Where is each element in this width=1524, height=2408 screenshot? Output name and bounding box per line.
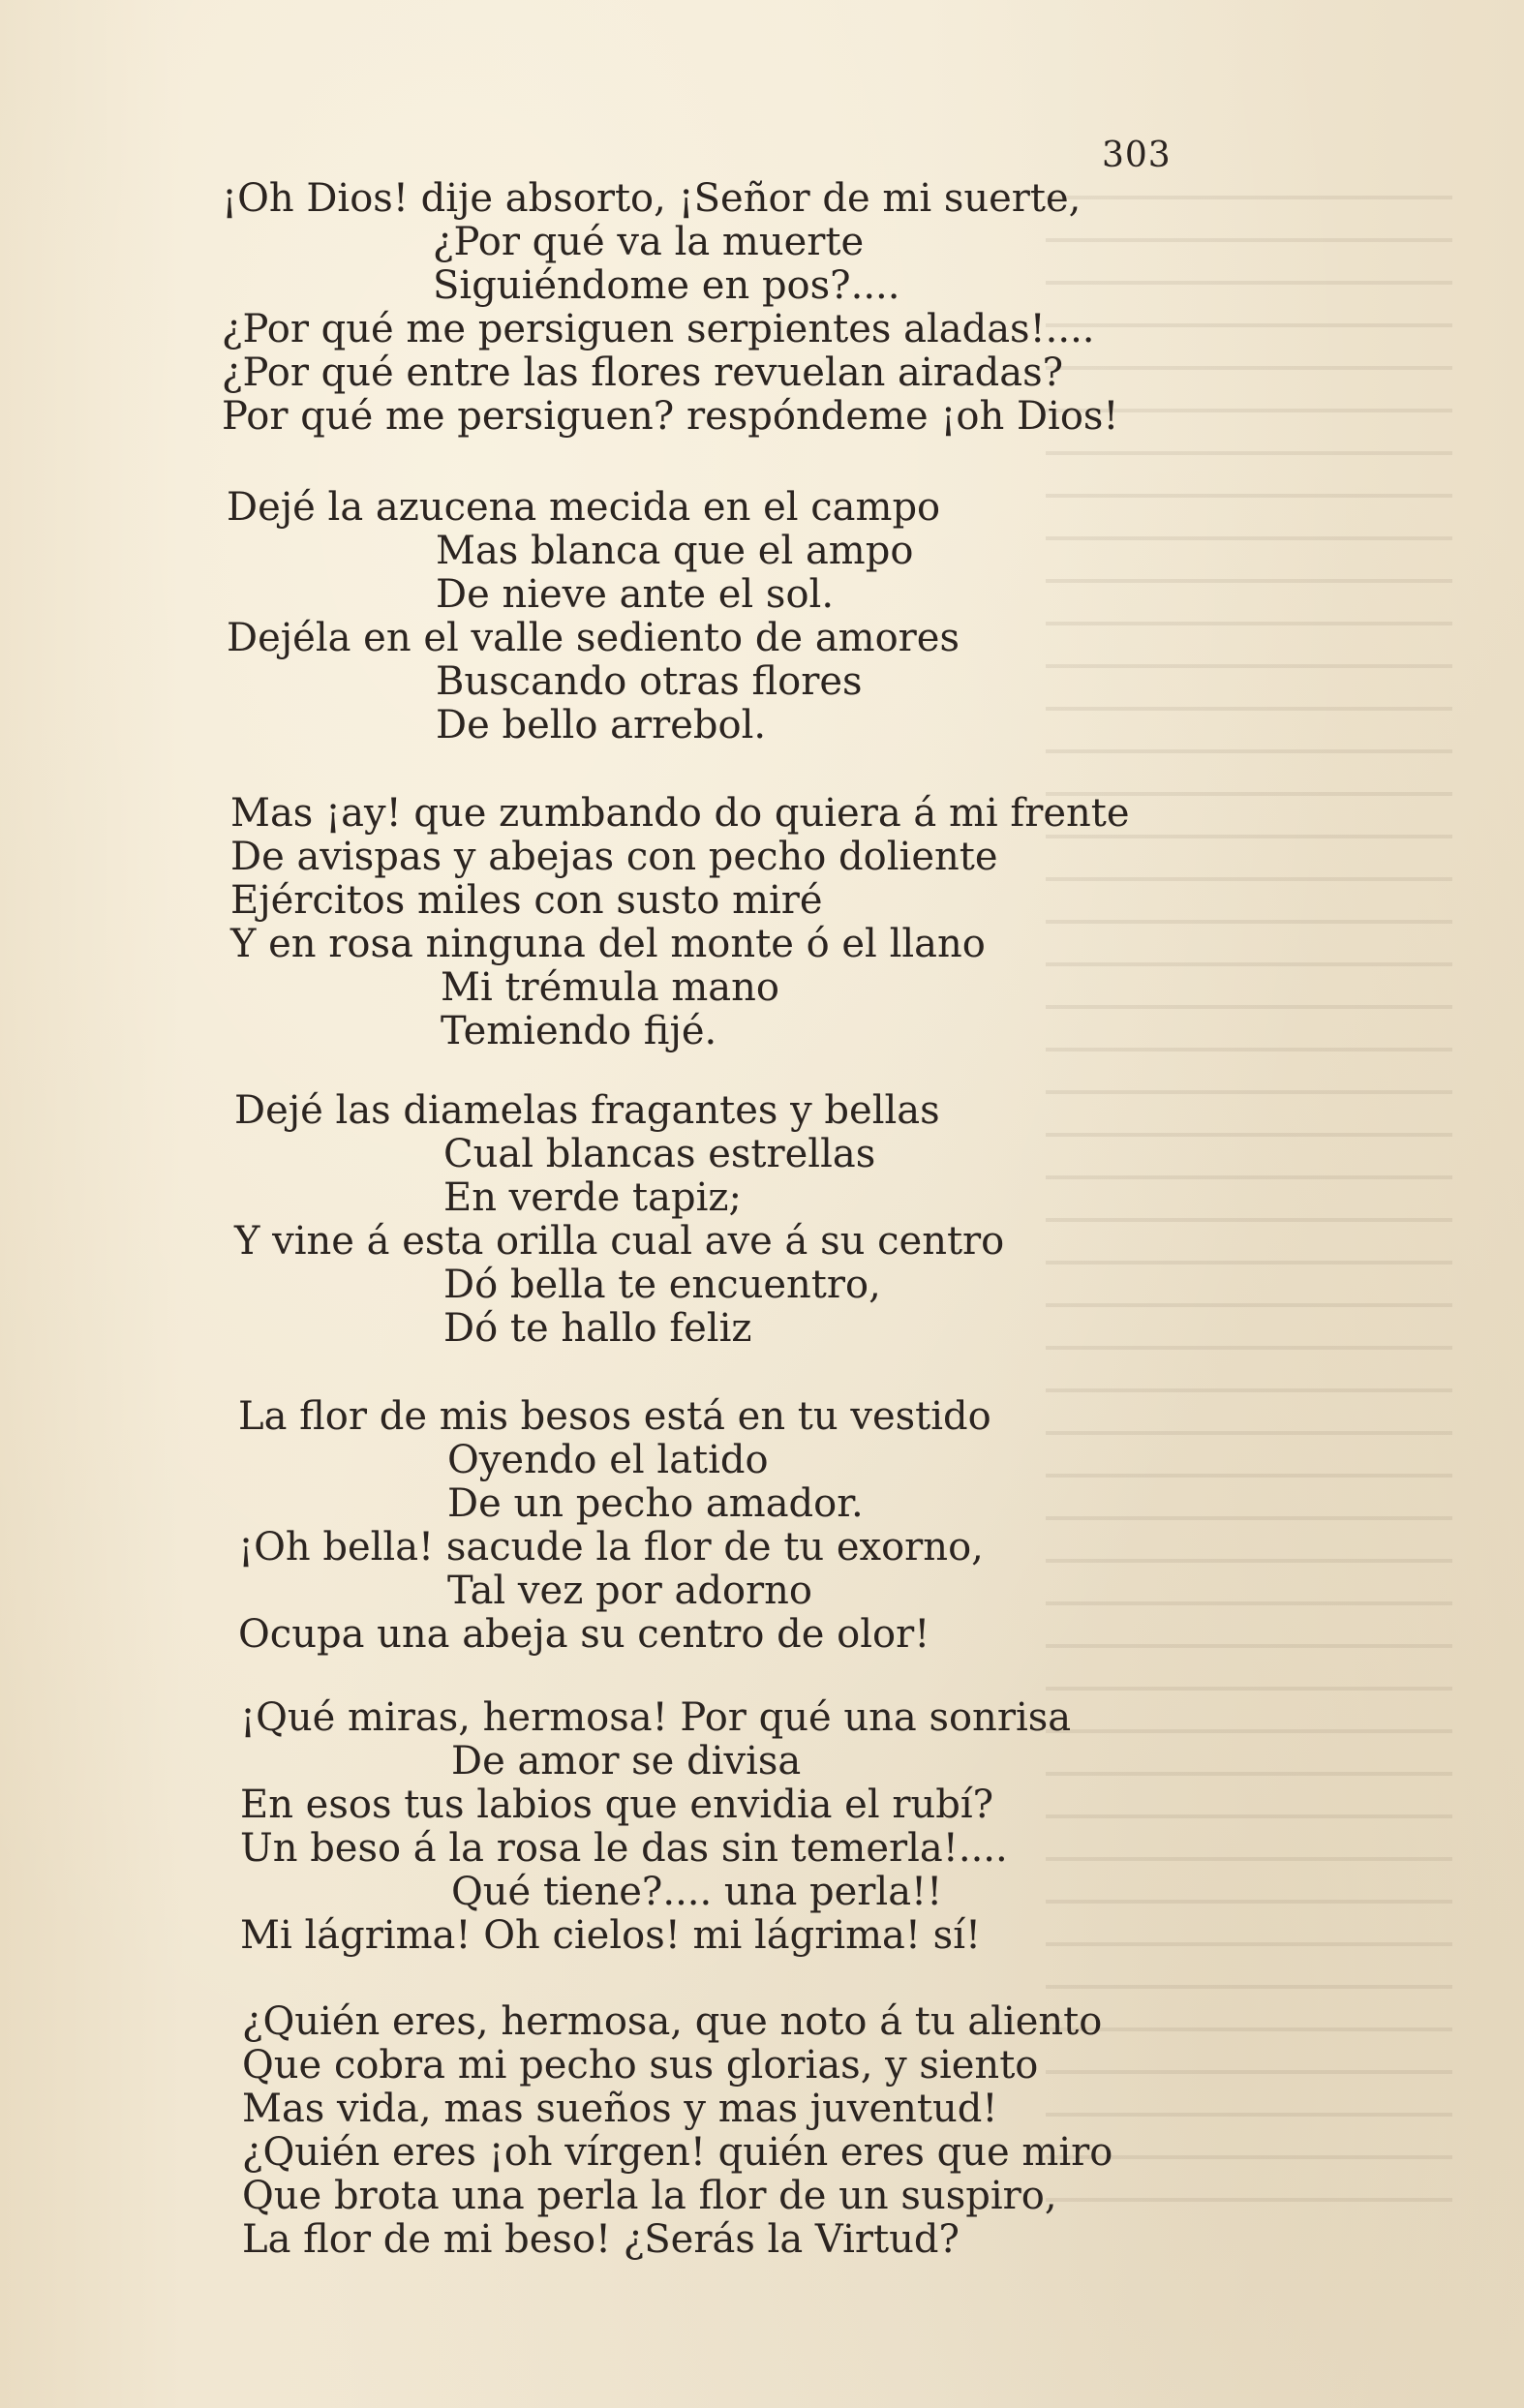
verse-line: La flor de mi beso! ¿Serás la Virtud?: [242, 2217, 960, 2262]
verse-line: Que brota una perla la flor de un suspiro,: [242, 2174, 1057, 2218]
verse-line: Dó te hallo feliz: [443, 1306, 752, 1351]
verse-line: Cual blancas estrellas: [443, 1132, 876, 1176]
verse-line: Que cobra mi pecho sus glorias, y siento: [242, 2043, 1039, 2088]
verse-line: Ejércitos miles con susto miré: [230, 878, 823, 923]
page-number: 303: [1102, 136, 1172, 175]
verse-line: ¿Quién eres, hermosa, que noto á tu aliento: [242, 1999, 1103, 2044]
verse-line: Mas blanca que el ampo: [436, 529, 914, 573]
verse-line: ¿Por qué me persiguen serpientes aladas!....: [222, 307, 1095, 351]
verse-line: En verde tapiz;: [443, 1175, 742, 1220]
verse-line: Dejé la azucena mecida en el campo: [227, 485, 941, 530]
verse-line: De avispas y abejas con pecho doliente: [230, 835, 998, 879]
verse-line: Tal vez por adorno: [447, 1569, 813, 1613]
verse-line: ¡Qué miras, hermosa! Por qué una sonrisa: [240, 1695, 1072, 1740]
verse-line: Siguiéndome en pos?....: [433, 263, 900, 308]
verse-line: Dejéla en el valle sediento de amores: [227, 616, 960, 660]
verse-line: Mi trémula mano: [441, 965, 779, 1010]
verse-line: De bello arrebol.: [436, 703, 767, 747]
verse-line: De amor se divisa: [451, 1739, 802, 1783]
verse-line: Mi lágrima! Oh cielos! mi lágrima! sí!: [240, 1913, 982, 1958]
verse-line: De un pecho amador.: [447, 1481, 864, 1526]
verse-line: ¡Oh bella! sacude la flor de tu exorno,: [238, 1525, 984, 1570]
verse-line: Y vine á esta orilla cual ave á su centro: [234, 1219, 1005, 1264]
verse-line: La flor de mis besos está en tu vestido: [238, 1394, 991, 1439]
verse-line: ¡Oh Dios! dije absorto, ¡Señor de mi suerte,: [222, 176, 1082, 221]
verse-line: De nieve ante el sol.: [436, 572, 835, 617]
verse-line: ¿Por qué va la muerte: [433, 220, 865, 264]
verse-line: Oyendo el latido: [447, 1438, 769, 1482]
verse-line: Y en rosa ninguna del monte ó el llano: [230, 922, 986, 966]
verse-line: Un beso á la rosa le das sin temerla!....: [240, 1826, 1008, 1871]
verse-line: ¿Por qué entre las flores revuelan airadas?: [222, 351, 1064, 395]
verse-line: Dejé las diamelas fragantes y bellas: [234, 1088, 940, 1133]
bleed-through-texture: [1046, 174, 1452, 2208]
verse-line: Mas vida, mas sueños y mas juventud!: [242, 2087, 998, 2131]
verse-line: Mas ¡ay! que zumbando do quiera á mi frente: [230, 791, 1130, 836]
verse-line: Buscando otras flores: [436, 659, 863, 704]
verse-line: Temiendo fijé.: [441, 1009, 717, 1053]
verse-line: Por qué me persiguen? respóndeme ¡oh Dios!: [222, 394, 1119, 439]
verse-line: ¿Quién eres ¡oh vírgen! quién eres que miro: [242, 2130, 1113, 2175]
verse-line: Dó bella te encuentro,: [443, 1263, 881, 1307]
verse-line: Ocupa una abeja su centro de olor!: [238, 1612, 930, 1657]
verse-line: En esos tus labios que envidia el rubí?: [240, 1783, 994, 1827]
verse-line: Qué tiene?.... una perla!!: [451, 1870, 943, 1914]
